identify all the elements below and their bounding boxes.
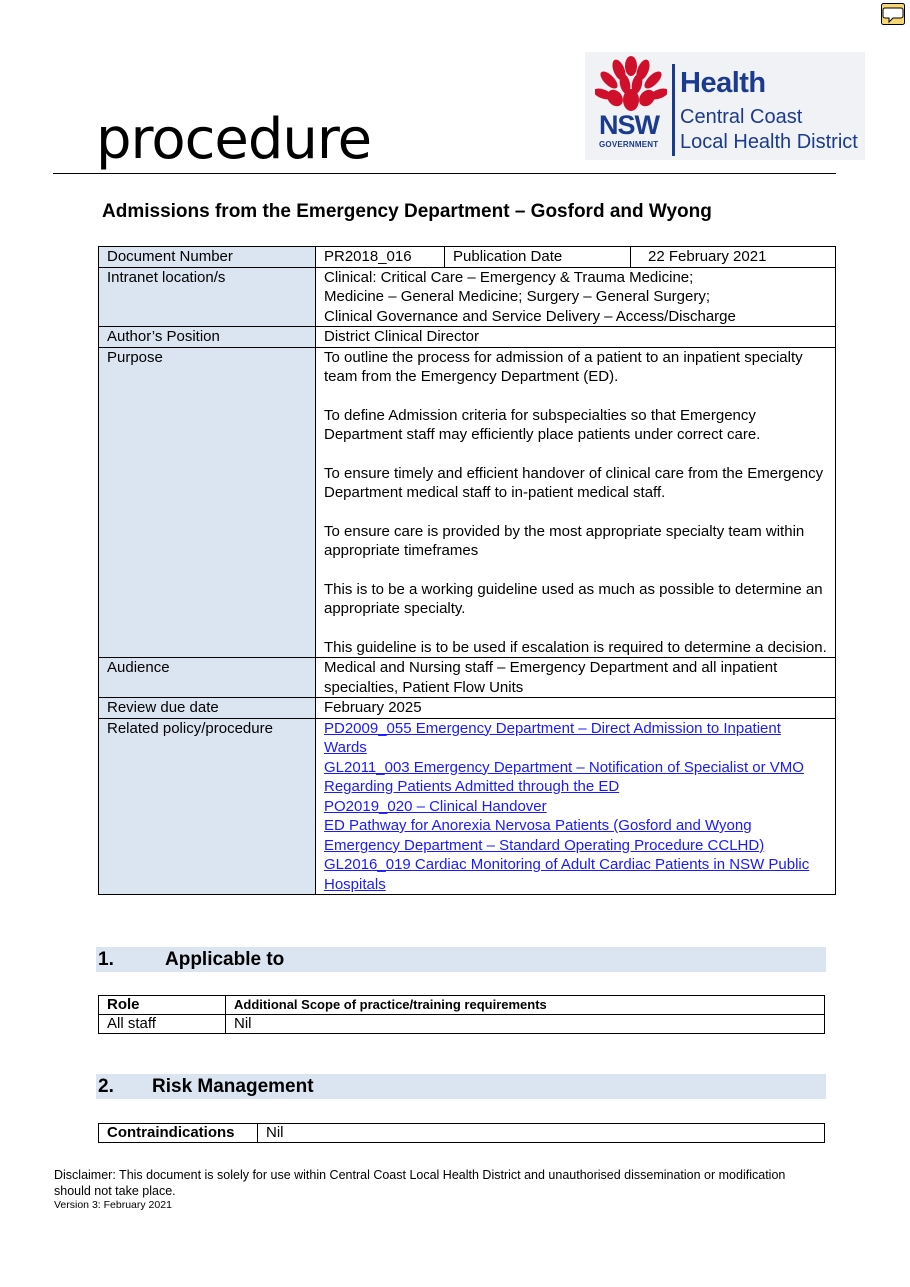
related-policy-link[interactable]: GL2011_003 Emergency Department – Notification of Specialist or VMO Regarding Patients Admitted through the ED bbox=[324, 758, 804, 795]
intranet-line: Medicine – General Medicine; Surgery – General Surgery; bbox=[324, 288, 711, 305]
audience-label: Audience bbox=[99, 658, 316, 698]
logo-health-text: Health bbox=[680, 67, 766, 99]
scope-header: Additional Scope of practice/training requirements bbox=[226, 996, 825, 1015]
contraindications-label: Contraindications bbox=[99, 1124, 258, 1143]
doc-number-label: Document Number bbox=[99, 247, 316, 268]
role-header: Role bbox=[99, 996, 226, 1015]
table-row bbox=[99, 658, 836, 698]
table-row bbox=[99, 1015, 825, 1034]
related-policy-label: Related policy/procedure bbox=[99, 718, 316, 895]
purpose-paragraph: To ensure care is provided by the most appropriate specialty team within appropriate timeframes bbox=[324, 522, 805, 559]
intranet-label: Intranet location/s bbox=[99, 267, 316, 327]
author-label: Author’s Position bbox=[99, 327, 316, 348]
logo-divider bbox=[672, 64, 675, 156]
nsw-health-logo bbox=[585, 52, 865, 160]
related-policy-link[interactable]: GL2016_019 Cardiac Monitoring of Adult Cardiac Patients in NSW Public Hospitals bbox=[324, 856, 810, 893]
purpose-label: Purpose bbox=[99, 347, 316, 658]
doc-number-value: PR2018_016 bbox=[316, 247, 445, 267]
related-policy-link[interactable]: PO2019_020 – Clinical Handover bbox=[324, 797, 547, 815]
table-row bbox=[99, 267, 836, 327]
table-row bbox=[99, 327, 836, 348]
applicable-to-table bbox=[98, 995, 825, 1034]
section-heading-risk-management bbox=[96, 1074, 826, 1099]
table-row bbox=[99, 247, 836, 268]
section-title: Applicable to bbox=[165, 949, 285, 970]
purpose-paragraph: This guideline is to be used if escalation is required to determine a decision. bbox=[324, 638, 827, 656]
section-title: Risk Management bbox=[152, 1076, 314, 1097]
table-header-row bbox=[99, 996, 825, 1015]
role-cell: All staff bbox=[99, 1015, 226, 1034]
purpose-paragraph: To define Admission criteria for subspecialties so that Emergency Department staff may efficiently place patients under correct care. bbox=[324, 406, 761, 443]
intranet-line: Clinical Governance and Service Delivery – Access/Discharge bbox=[324, 307, 736, 325]
pub-date-value: 22 February 2021 bbox=[648, 248, 767, 265]
waratah-icon bbox=[595, 56, 667, 116]
comment-icon[interactable] bbox=[881, 3, 905, 25]
disclaimer-text: Disclaimer: This document is solely for use within Central Coast Local Health District and unauthorised dissemination or modification should not take place. bbox=[54, 1168, 786, 1198]
table-row bbox=[99, 698, 836, 719]
scope-cell: Nil bbox=[226, 1015, 825, 1034]
pub-date-label: Publication Date bbox=[445, 247, 631, 267]
intranet-value bbox=[316, 267, 836, 327]
purpose-paragraph: To outline the process for admission of a patient to an inpatient specialty team from the Emergency Department (ED). bbox=[324, 348, 803, 385]
document-type-heading: procedure bbox=[96, 107, 372, 172]
purpose-paragraph: This is to be a working guideline used as much as possible to determine an appropriate specialty. bbox=[324, 580, 823, 617]
related-policy-link[interactable]: ED Pathway for Anorexia Nervosa Patients (Gosford and Wyong Emergency Department – Standard Operating Procedure CCLHD) bbox=[324, 817, 765, 854]
contraindications-value: Nil bbox=[258, 1124, 825, 1143]
purpose-paragraph: To ensure timely and efficient handover of clinical care from the Emergency Department medical staff to in-patient medical staff. bbox=[324, 464, 824, 501]
audience-value: Medical and Nursing staff – Emergency Department and all inpatient specialties, Patient Flow Units bbox=[316, 658, 836, 698]
table-row bbox=[99, 718, 836, 895]
review-date-value: February 2025 bbox=[316, 698, 836, 719]
logo-district-line2: Local Health District bbox=[680, 131, 858, 153]
document-metadata-table bbox=[98, 246, 836, 895]
intranet-line: Clinical: Critical Care – Emergency & Trauma Medicine; bbox=[324, 268, 694, 286]
section-number: 2. bbox=[98, 1076, 114, 1097]
purpose-value bbox=[316, 347, 836, 658]
section-heading-applicable-to bbox=[96, 947, 826, 972]
related-policy-link[interactable]: PD2009_055 Emergency Department – Direct Admission to Inpatient Wards bbox=[324, 719, 781, 756]
table-row bbox=[99, 1124, 825, 1143]
table-row bbox=[99, 347, 836, 658]
review-date-label: Review due date bbox=[99, 698, 316, 719]
section-number: 1. bbox=[98, 949, 114, 970]
header-rule bbox=[53, 173, 836, 174]
logo-district-line1: Central Coast bbox=[680, 106, 803, 128]
author-value: District Clinical Director bbox=[316, 327, 836, 348]
logo-nsw-text: NSW bbox=[599, 110, 659, 140]
document-title: Admissions from the Emergency Department – Gosford and Wyong bbox=[102, 201, 712, 222]
version-text: Version 3: February 2021 bbox=[54, 1199, 172, 1211]
logo-government-text: GOVERNMENT bbox=[599, 140, 659, 149]
related-policy-links bbox=[316, 718, 836, 895]
contraindications-table bbox=[98, 1123, 825, 1143]
